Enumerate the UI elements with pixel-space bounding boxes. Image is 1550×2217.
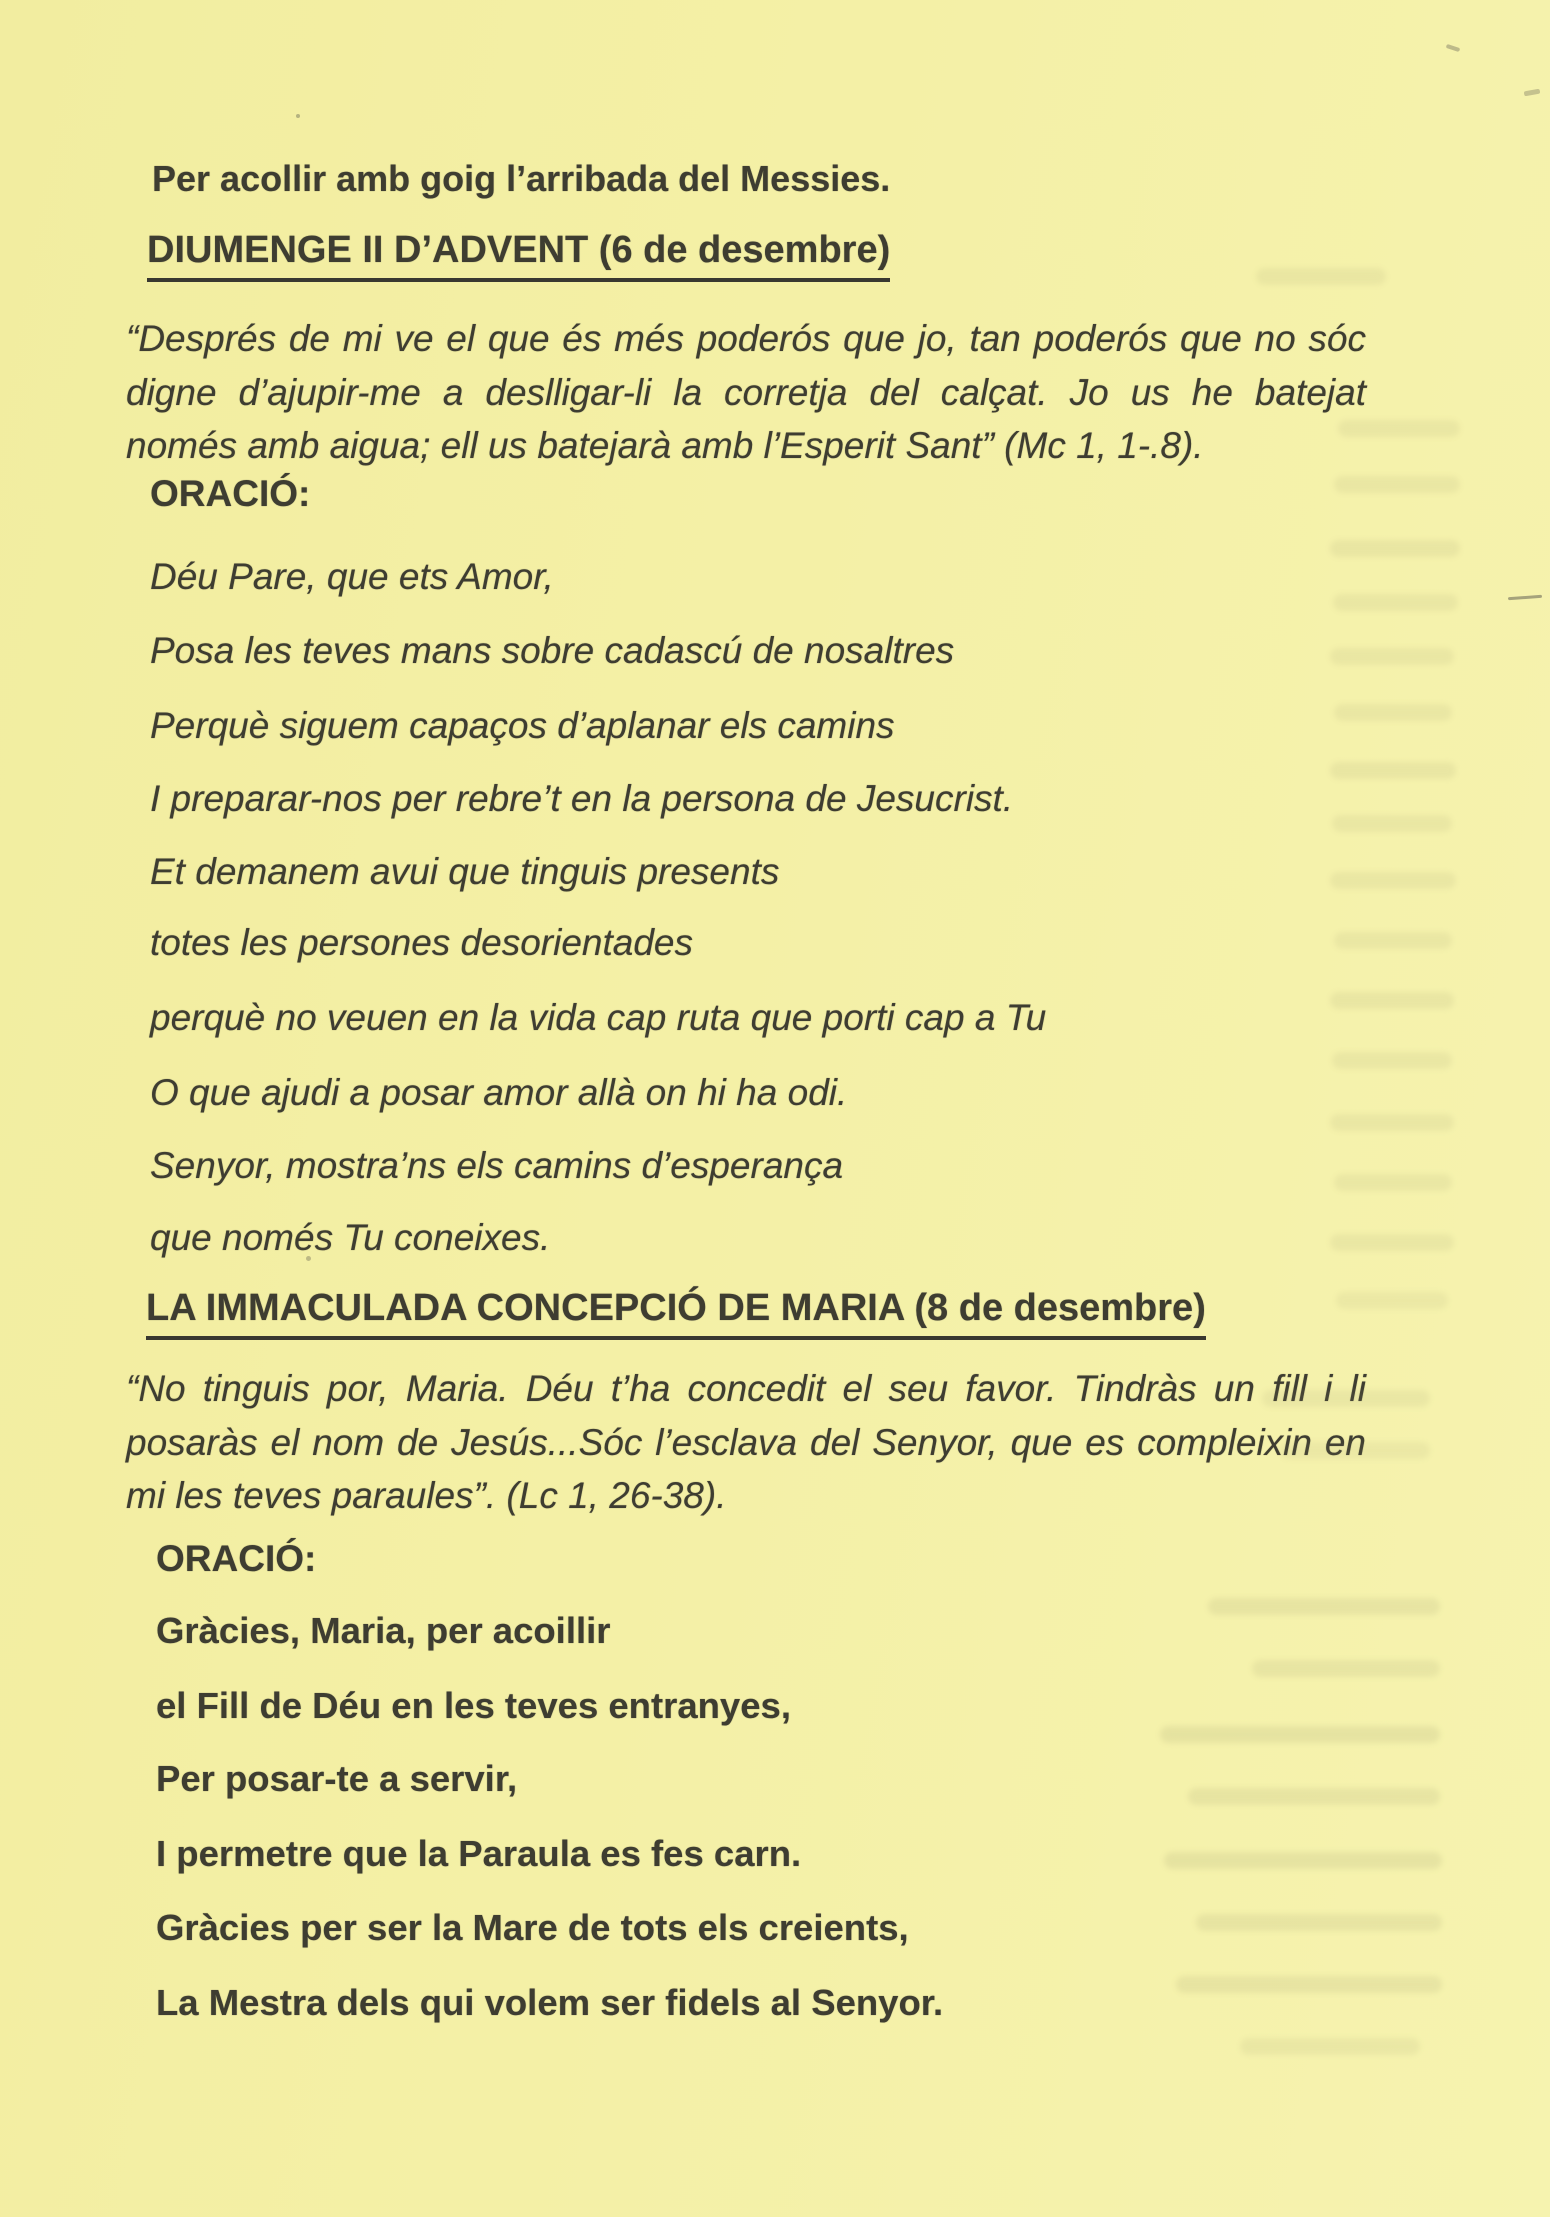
quote-line: “Després de mi ve el que és més poderós que jo, tan poderós que no sóc (126, 318, 1366, 359)
quote-line: posaràs el nom de Jesús...Sóc l’esclava del Senyor, que es compleixin en (126, 1421, 1366, 1463)
prayer-line: Perquè siguem capaços d’aplanar els camins (150, 705, 895, 746)
immaculada-gospel-quote (126, 1362, 1366, 1523)
oracio-label-immaculada: ORACIÓ: (156, 1538, 317, 1579)
prayer-line: totes les persones desorientades (150, 922, 694, 963)
prayer-line: Gràcies per ser la Mare de tots els creients, (156, 1907, 909, 1948)
prayer-line: el Fill de Déu en les teves entranyes, (156, 1685, 791, 1726)
intro-line: Per acollir amb goig l’arribada del Messies. (152, 158, 891, 199)
quote-line: digne d’ajupir-me a deslligar-li la corretja del calçat. Jo us he batejat (126, 371, 1366, 413)
prayer-line: Posa les teves mans sobre cadascú de nosaltres (150, 630, 955, 671)
prayer-line: Per posar-te a servir, (156, 1758, 518, 1799)
prayer-line: La Mestra dels qui volem ser fidels al Senyor. (156, 1982, 944, 2023)
prayer-line: O que ajudi a posar amor allà on hi ha odi. (150, 1072, 848, 1113)
prayer-line: Et demanem avui que tinguis presents (150, 851, 780, 892)
prayer-line: I permetre que la Paraula es fes carn. (156, 1833, 802, 1874)
quote-line: “No tinguis por, Maria. Déu t’ha concedit el seu favor. Tindràs un fill i li (126, 1368, 1366, 1409)
prayer-line: perquè no veuen en la vida cap ruta que porti cap a Tu (150, 997, 1047, 1038)
prayer-line: Gràcies, Maria, per acoillir (156, 1610, 611, 1651)
advent-heading: DIUMENGE II D’ADVENT (6 de desembre) (147, 229, 890, 282)
quote-line: mi les teves paraules”. (Lc 1, 26-38). (126, 1475, 727, 1516)
oracio-label-advent: ORACIÓ: (150, 473, 311, 514)
immaculada-heading: LA IMMACULADA CONCEPCIÓ DE MARIA (8 de desembre) (146, 1287, 1206, 1340)
prayer-line: I preparar-nos per rebre’t en la persona de Jesucrist. (150, 778, 1014, 819)
prayer-line: que només Tu coneixes. (150, 1217, 551, 1258)
prayer-line: Déu Pare, que ets Amor, (150, 556, 554, 597)
advent-gospel-quote (126, 312, 1366, 473)
prayer-line: Senyor, mostra’ns els camins d’esperança (150, 1145, 844, 1186)
quote-line: només amb aigua; ell us batejarà amb l’Esperit Sant” (Mc 1, 1-.8). (126, 425, 1204, 466)
